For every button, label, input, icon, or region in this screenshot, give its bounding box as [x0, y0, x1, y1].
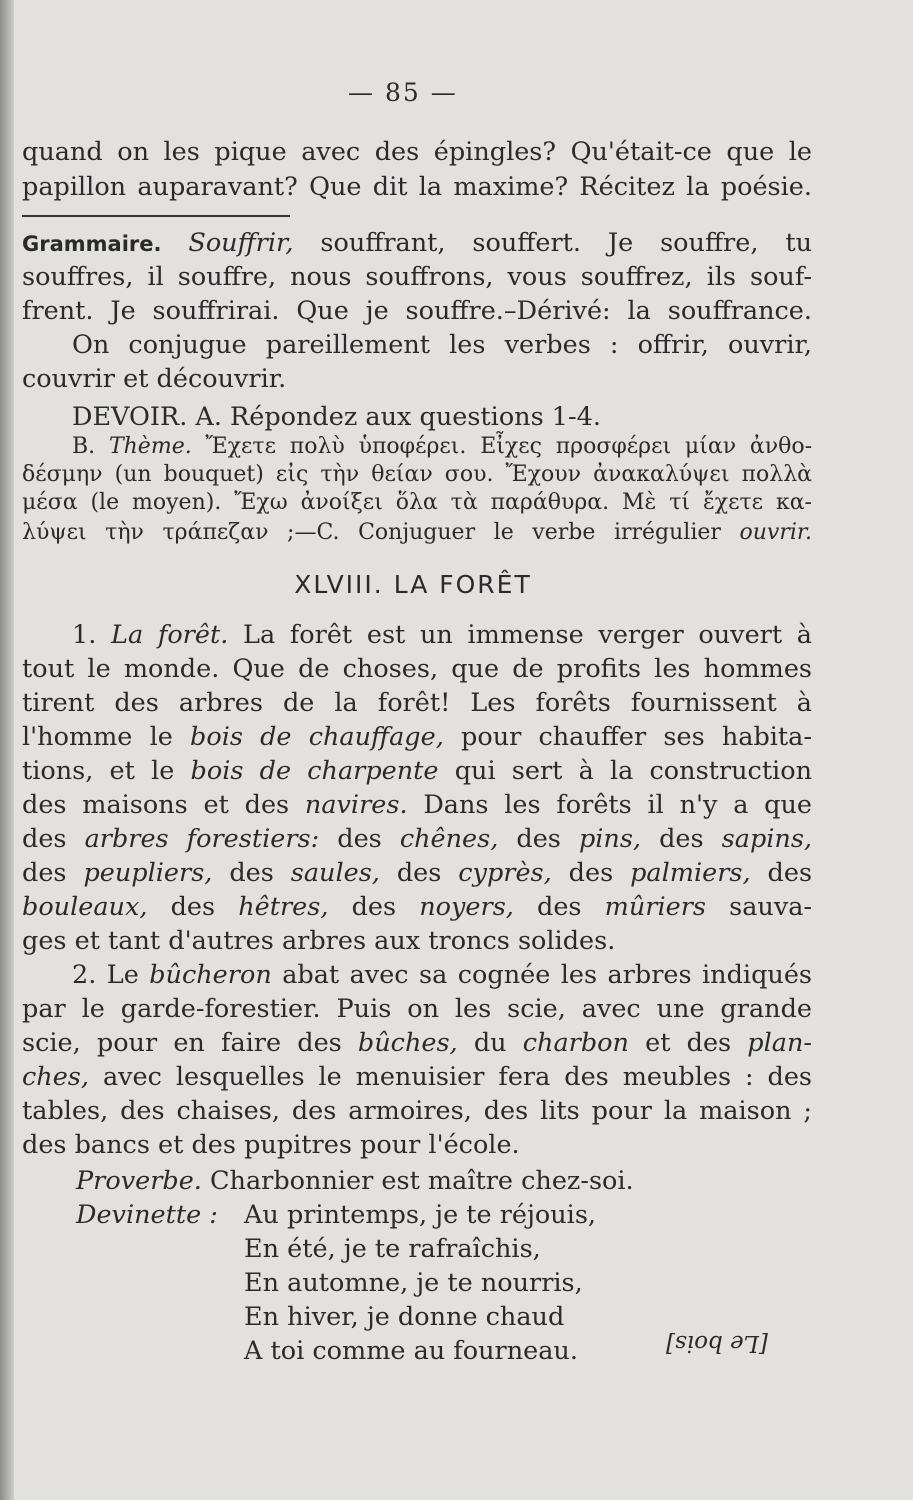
devoir-line-5	[22, 516, 812, 550]
grammar-line-3: frent. Je souffrirai. Que je souffre.–Dérivé: la souffrance.	[22, 296, 812, 326]
devoir-line-5-start: λύψει τὴν τράπεζαν ;—C. Conjuguer le verbe irrégulier	[22, 520, 721, 545]
p1l9i3: noyers,	[419, 892, 514, 922]
riddle-answer: [Le bois]	[666, 1330, 768, 1356]
riddle-line-3: En automne, je te nourris,	[244, 1268, 583, 1298]
para1-line-3: tirent des arbres de la forêt! Les forêts fournissent à	[22, 688, 812, 718]
p1l7i4: sapins,	[721, 824, 813, 854]
devoir-line-4: μέσα (le moyen). Ἔχω ἀνοίξει ὅλα τὰ παράθυρα. Μὲ τί ἔχετε κα-	[22, 490, 812, 515]
grammar-line-2: souffres, il souffre, nous souffrons, vous souffrez, ils souf-	[22, 262, 812, 292]
p1l6a: des maisons et des	[22, 790, 290, 820]
p1l6i: navires.	[304, 790, 408, 820]
grammar-line-5: couvrir et découvrir.	[22, 364, 287, 394]
para1-line-8	[22, 856, 812, 890]
page-number: — 85 —	[348, 78, 458, 107]
p2l3b: du	[473, 1028, 507, 1058]
p1l5a: tions, et le	[22, 756, 175, 786]
para1-heading: La forêt.	[111, 620, 229, 650]
p2l3i3: plan-	[747, 1028, 813, 1058]
p1l9i4: mûriers	[604, 892, 706, 922]
p1l4a: l'homme le	[22, 722, 173, 752]
para2-line-2: par le garde-forestier. Puis on les scie, avec une grande	[22, 994, 812, 1024]
riddle-label-text: Devinette :	[76, 1200, 218, 1230]
riddle-line-2: En été, je te rafraîchis,	[244, 1234, 541, 1264]
p1l7i1: arbres forestiers:	[84, 824, 320, 854]
grammar-line-1	[22, 226, 812, 261]
proverb	[76, 1164, 776, 1198]
grammar-label: Grammaire.	[22, 232, 162, 256]
p1l7c: des	[516, 824, 561, 854]
p1l8e: des	[767, 858, 813, 888]
intro-line-2: papillon auparavant? Que dit la maxime? Récitez la poésie.	[22, 172, 812, 202]
para1-line-7	[22, 822, 812, 856]
para1-line-5	[22, 754, 812, 788]
p1l9c: des	[537, 892, 582, 922]
para1-line-10: ges et tant d'autres arbres aux troncs solides.	[22, 926, 616, 956]
para1-line-2: tout le monde. Que de choses, que de profits les hommes	[22, 654, 812, 684]
devoir-line-3: δέσμην (un bouquet) εἰς τὴν θείαν σου. Ἔχουν ἀνακαλύψει πολλὰ	[22, 462, 812, 487]
grammar-verb: Souffrir,	[188, 228, 294, 258]
p1l7a: des	[22, 824, 67, 854]
devoir-line-2-rest: Ἔχετε πολὺ ὑποφέρει. Εἶχες προσφέρει μίαν ἀνθο-	[205, 434, 813, 459]
intro-line-1: quand on les pique avec des épingles? Qu'était-ce que le	[22, 137, 812, 167]
p1l8d: des	[568, 858, 614, 888]
p2l3i2: charbon	[522, 1028, 629, 1058]
p1l4i: bois de chauffage,	[190, 722, 444, 752]
p2l3a: scie, pour en faire des	[22, 1028, 342, 1058]
p1l8c: des	[396, 858, 442, 888]
p1l8i3: cyprès,	[458, 858, 552, 888]
p1l9b: des	[351, 892, 397, 922]
section-divider	[22, 215, 290, 217]
devoir-verb: ouvrir.	[739, 520, 813, 545]
p1l6b: Dans les forêts il n'y a que	[423, 790, 812, 820]
para1-number: 1.	[72, 620, 97, 650]
p1l8i4: palmiers,	[630, 858, 751, 888]
para1-line-1-text: La forêt est un immense verger ouvert à	[243, 620, 813, 650]
theme-label: Thème.	[108, 434, 192, 459]
riddle-line-5: A toi comme au fourneau.	[244, 1336, 578, 1366]
p1l8i1: peupliers,	[83, 858, 213, 888]
devoir-b: B.	[72, 434, 96, 459]
p1l7i2: chênes,	[399, 824, 499, 854]
para1-line-9	[22, 890, 812, 924]
p1l5i: bois de charpente	[190, 756, 439, 786]
p1l7b: des	[337, 824, 382, 854]
p2l4i: ches,	[22, 1062, 89, 1092]
p1l8a: des	[22, 858, 67, 888]
riddle-line-4: En hiver, je donne chaud	[244, 1302, 565, 1332]
proverb-text: Charbonnier est maître chez-soi.	[210, 1166, 634, 1196]
p1l9d: sauva-	[729, 892, 813, 922]
book-gutter-shadow	[0, 0, 14, 1500]
p1l7i3: pins,	[578, 824, 642, 854]
p1l9i2: hêtres,	[238, 892, 329, 922]
riddle-line-1: Au printemps, je te réjouis,	[244, 1200, 597, 1230]
proverb-label: Proverbe.	[76, 1166, 202, 1196]
grammar-line-1-rest: souffrant, souffert. Je souffre, tu	[320, 228, 812, 258]
para2-line-4	[22, 1060, 812, 1094]
para1-line-4	[22, 720, 812, 754]
para2-line-1	[72, 958, 812, 992]
p1l8i2: saules,	[290, 858, 380, 888]
para1-line-1	[72, 618, 812, 652]
p2l1i: bûcheron	[149, 960, 272, 990]
p2l4b: avec lesquelles le menuisier fera des meubles : des	[102, 1062, 813, 1092]
p2l3c: et des	[645, 1028, 732, 1058]
p1l7d: des	[659, 824, 704, 854]
devoir-line-1: DEVOIR. A. Répondez aux questions 1-4.	[72, 402, 601, 432]
book-page	[18, 0, 913, 1500]
p2l3i1: bûches,	[357, 1028, 458, 1058]
p1l5b: qui sert à la construction	[454, 756, 812, 786]
p2l1b: abat avec sa cognée les arbres indiqués	[282, 960, 812, 990]
para2-line-5: tables, des chaises, des armoires, des lits pour la maison ;	[22, 1096, 812, 1126]
p1l9a: des	[170, 892, 216, 922]
p2l1a: 2. Le	[72, 960, 139, 990]
grammar-line-4: On conjugue pareillement les verbes : offrir, ouvrir,	[72, 330, 812, 360]
p1l9i1: bouleaux,	[22, 892, 148, 922]
para1-line-6	[22, 788, 812, 822]
chapter-title: XLVIII. LA FORÊT	[294, 570, 532, 599]
p1l4b: pour chauffer ses habita-	[461, 722, 813, 752]
p1l8b: des	[229, 858, 274, 888]
para2-line-3	[22, 1026, 812, 1060]
para2-line-6: des bancs et des pupitres pour l'école.	[22, 1130, 520, 1160]
